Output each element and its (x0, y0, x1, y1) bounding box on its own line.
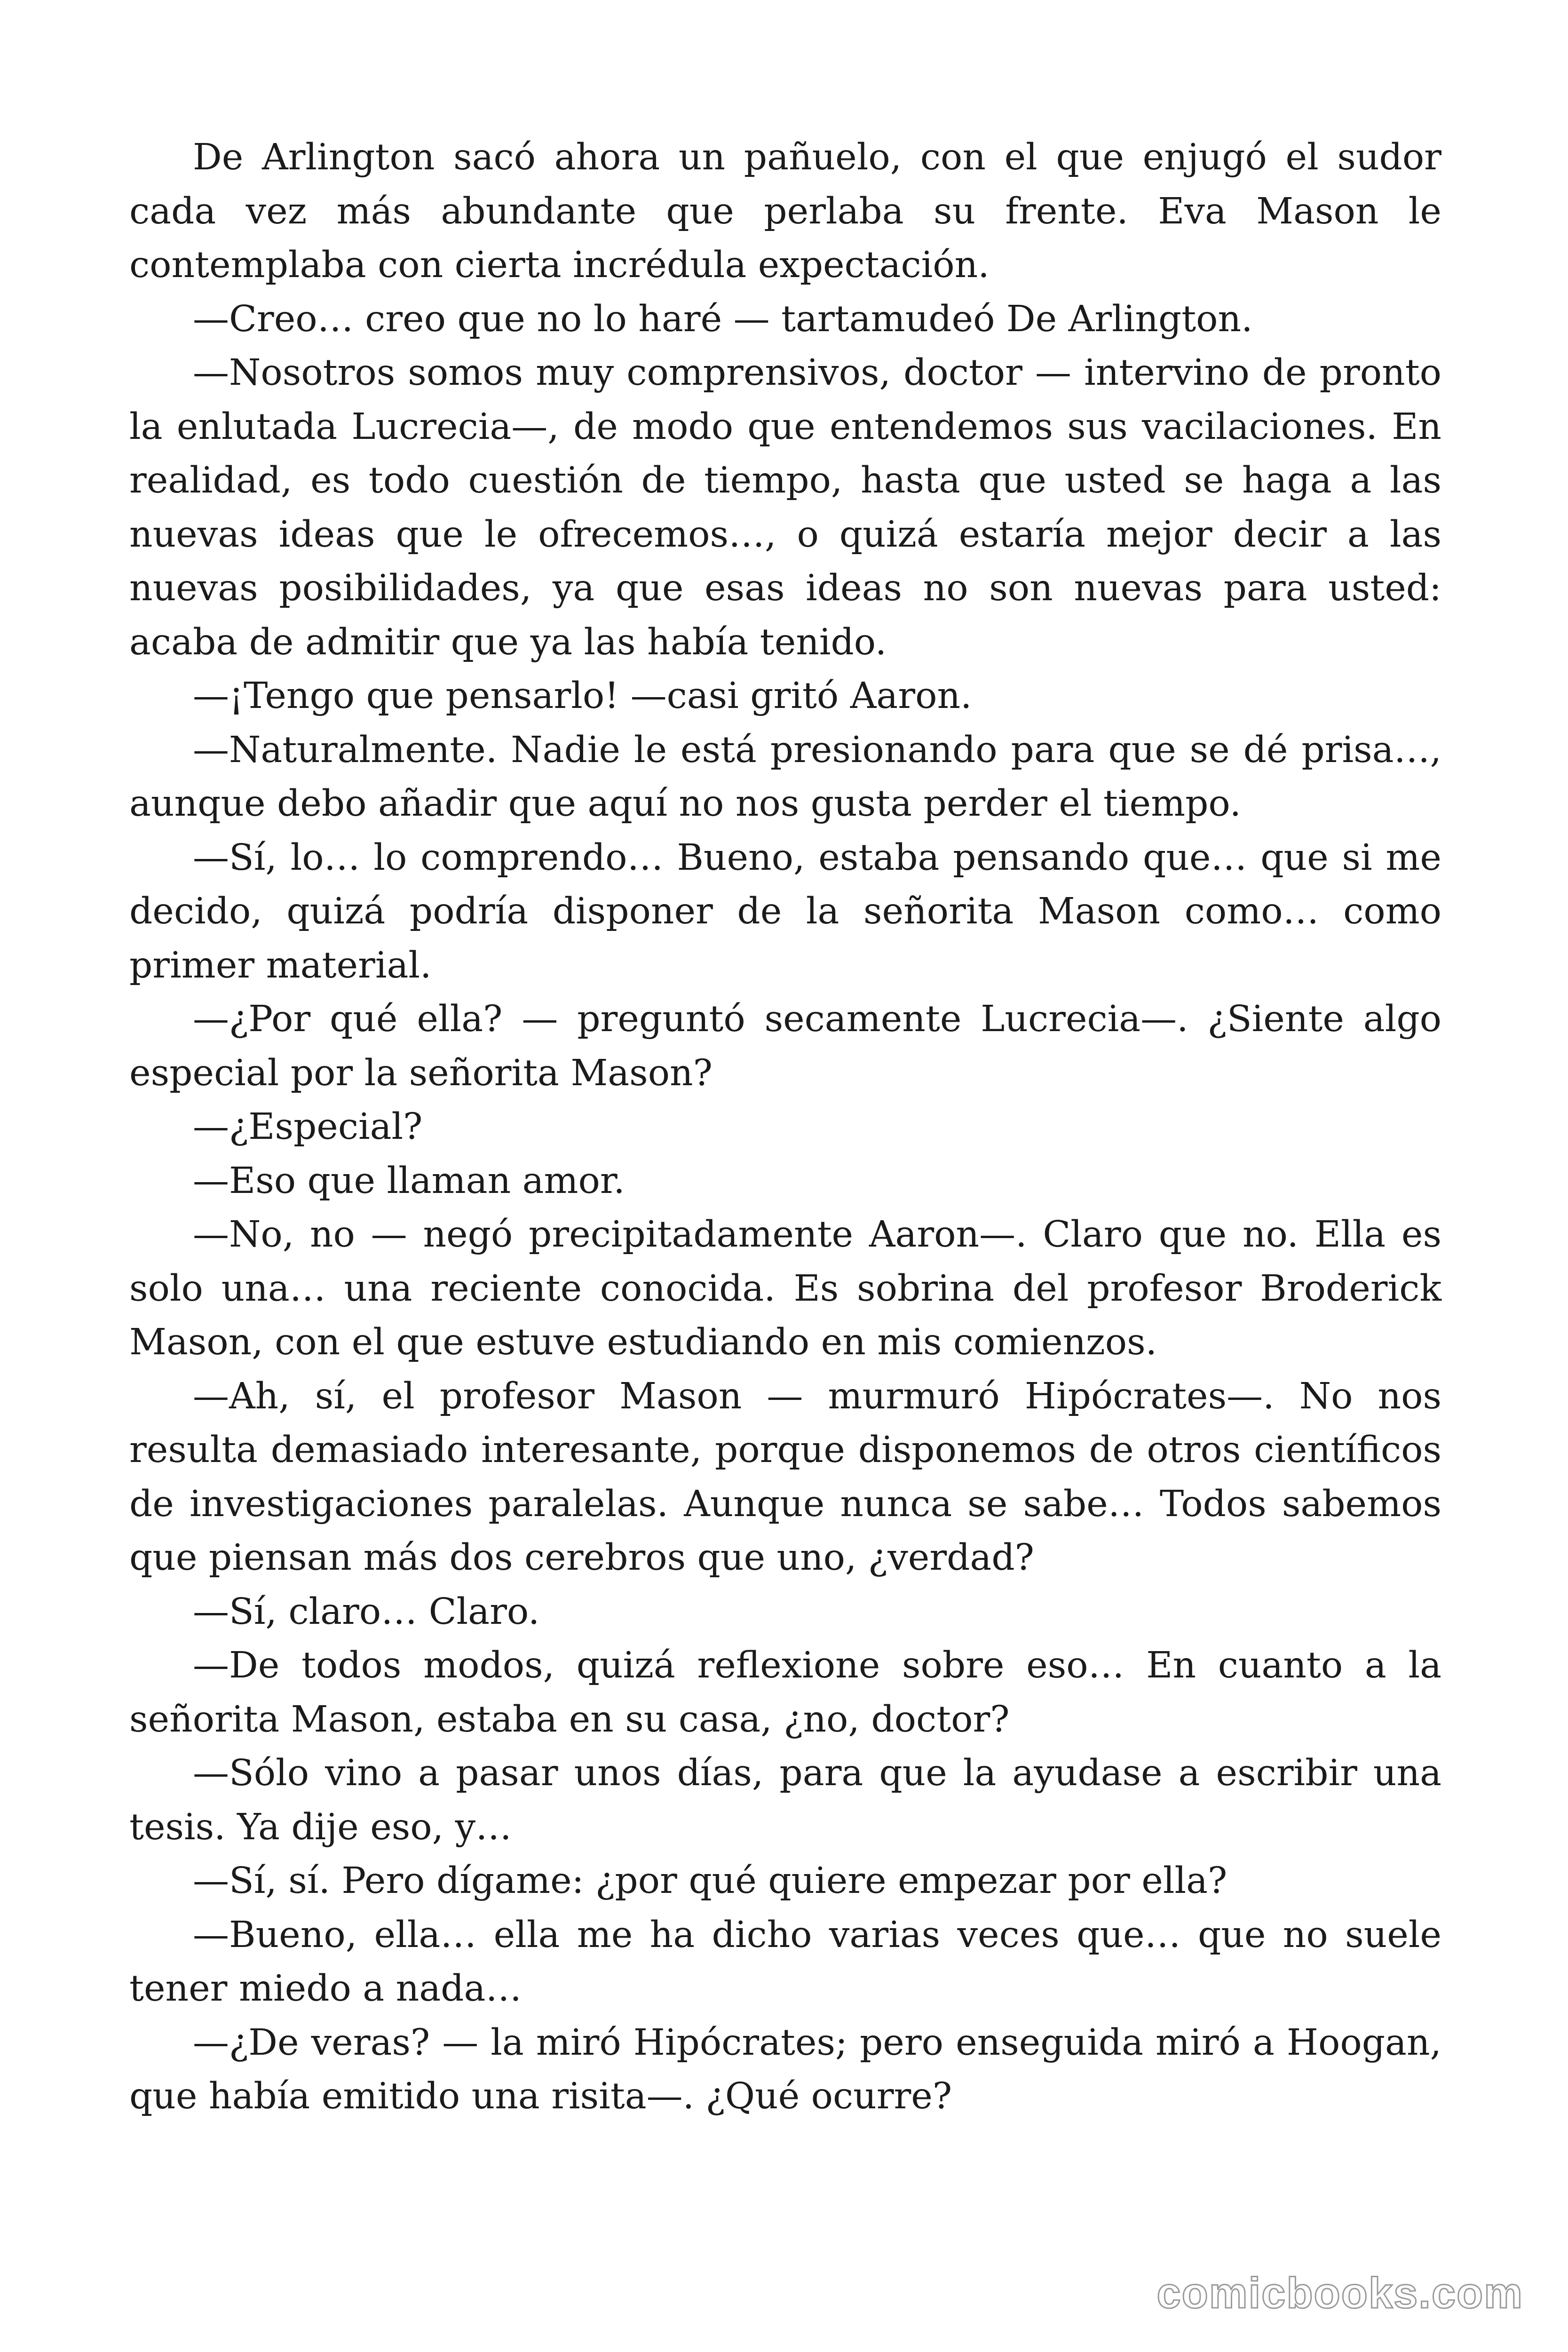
paragraph: —Bueno, ella… ella me ha dicho varias veces que… que no suele tener miedo a nada… (129, 1914, 1441, 2010)
book-page (129, 131, 1441, 2266)
paragraph: —No, no — negó precipitadamente Aaron—. Claro que no. Ella es solo una… una reciente conocida. Es sobrina del profesor Broderick Mason, con el que estuve estudiando en mis comienzos. (129, 1214, 1441, 1363)
paragraph: —Creo… creo que no lo haré — tartamudeó De Arlington. (193, 298, 1253, 340)
watermark: comicbooks.com (1156, 2269, 1523, 2317)
paragraph: —De todos modos, quizá reflexione sobre eso… En cuanto a la señorita Mason, estaba en su casa, ¿no, doctor? (129, 1645, 1441, 1740)
paragraph: De Arlington sacó ahora un pañuelo, con el que enjugó el sudor cada vez más abundante que perlaba su frente. Eva Mason le contemplaba con cierta incrédula expectación. (129, 136, 1441, 286)
paragraph: —Ah, sí, el profesor Mason — murmuró Hipócrates—. No nos resulta demasiado interesante, porque disponemos de otros científicos de investigaciones paralelas. Aunque nunca se sabe… Todos sabemos que piensan más dos cerebros que uno, ¿verdad? (129, 1375, 1441, 1579)
body-text (129, 131, 1441, 2124)
paragraph: —Sí, claro… Claro. (193, 1590, 540, 1633)
paragraph: —¿De veras? — la miró Hipócrates; pero enseguida miró a Hoogan, que había emitido una risita—. ¿Qué ocurre? (129, 2021, 1441, 2117)
paragraph: —Nosotros somos muy comprensivos, doctor — intervino de pronto la enlutada Lucrecia—, de modo que entendemos sus vacilaciones. En realidad, es todo cuestión de tiempo, hasta que usted se haga a las nuevas ideas que le ofrecemos…, o quizá estaría mejor decir a las nuevas posibilidades, ya que esas ideas no son nuevas para usted: acaba de admitir que ya las había tenido. (129, 352, 1441, 663)
paragraph: —¿Especial? (193, 1106, 423, 1148)
paragraph: —Eso que llaman amor. (193, 1160, 625, 1202)
paragraph: —Sí, sí. Pero dígame: ¿por qué quiere empezar por ella? (193, 1860, 1227, 1902)
paragraph: —¿Por qué ella? — preguntó secamente Lucrecia—. ¿Siente algo especial por la señorita Mason? (129, 998, 1441, 1094)
paragraph: —Naturalmente. Nadie le está presionando para que se dé prisa…, aunque debo añadir que aquí no nos gusta perder el tiempo. (129, 729, 1441, 825)
paragraph: —¡Tengo que pensarlo! —casi gritó Aaron. (193, 675, 972, 717)
paragraph: —Sólo vino a pasar unos días, para que la ayudase a escribir una tesis. Ya dije eso, y… (129, 1752, 1441, 1848)
paragraph: —Sí, lo… lo comprendo… Bueno, estaba pensando que… que si me decido, quizá podría disponer de la señorita Mason como… como primer material. (129, 836, 1441, 986)
